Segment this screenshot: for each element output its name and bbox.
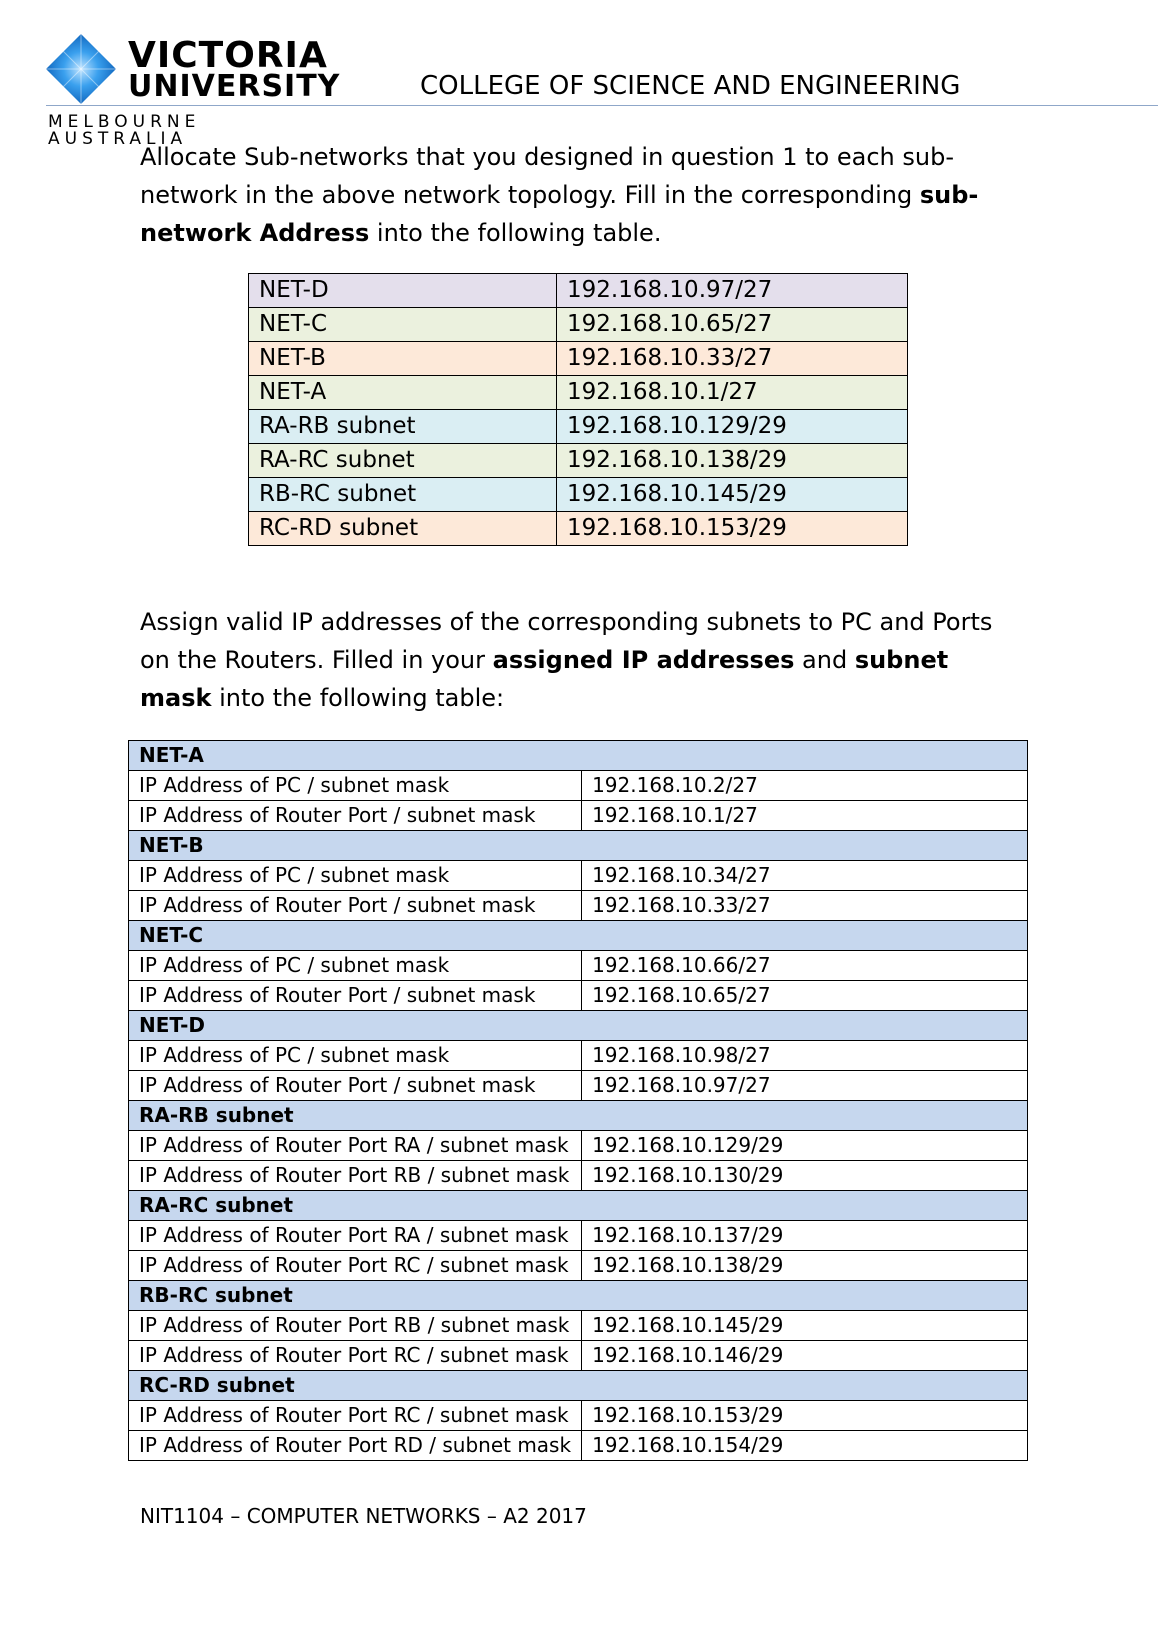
logo-victoria: VICTORIA (128, 35, 328, 76)
table-row (129, 1251, 1028, 1281)
table-row (129, 1221, 1028, 1251)
table-row (129, 861, 1028, 891)
subnet-name: NET-C (249, 308, 557, 342)
subnet-name: RC-RD subnet (249, 512, 557, 546)
subnet-row (249, 478, 908, 512)
subnet-address-table (248, 273, 908, 546)
header-divider (46, 105, 1158, 106)
subnet-row (249, 274, 908, 308)
row-label: IP Address of Router Port / subnet mask (129, 1071, 582, 1101)
section-title: RA-RB subnet (129, 1101, 1028, 1131)
row-label: IP Address of PC / subnet mask (129, 951, 582, 981)
row-label: IP Address of PC / subnet mask (129, 771, 582, 801)
subnet-address: 192.168.10.138/29 (557, 444, 908, 478)
table-row (129, 1041, 1028, 1071)
row-value: 192.168.10.129/29 (582, 1131, 1028, 1161)
section-header-row (129, 1371, 1028, 1401)
section-title: NET-A (129, 741, 1028, 771)
logo-melbourne: MELBOURNE AUSTRALIA (48, 112, 201, 149)
row-value: 192.168.10.130/29 (582, 1161, 1028, 1191)
intro-paragraph-2: Assign valid IP addresses of the corresponding subnets to PC and Ports on the Routers. Filled in your assigned IP addresses and subnet mask into the following table: (140, 608, 993, 712)
row-value: 192.168.10.138/29 (582, 1251, 1028, 1281)
row-label: IP Address of Router Port RA / subnet mask (129, 1131, 582, 1161)
subnet-address: 192.168.10.153/29 (557, 512, 908, 546)
intro-paragraph-1: Allocate Sub-networks that you designed in question 1 to each sub-network in the above network topology. Fill in the corresponding sub-network Address into the following table. (140, 143, 979, 247)
row-value: 192.168.10.137/29 (582, 1221, 1028, 1251)
table-row (129, 981, 1028, 1011)
college-title: COLLEGE OF SCIENCE AND ENGINEERING (420, 71, 961, 101)
section-header-row (129, 1191, 1028, 1221)
row-value: 192.168.10.2/27 (582, 771, 1028, 801)
table-row (129, 1131, 1028, 1161)
table-row (129, 801, 1028, 831)
row-value: 192.168.10.146/29 (582, 1341, 1028, 1371)
subnet-name: RB-RC subnet (249, 478, 557, 512)
row-label: IP Address of PC / subnet mask (129, 1041, 582, 1071)
row-label: IP Address of PC / subnet mask (129, 861, 582, 891)
row-label: IP Address of Router Port RC / subnet mask (129, 1251, 582, 1281)
section-title: NET-D (129, 1011, 1028, 1041)
subnet-address: 192.168.10.1/27 (557, 376, 908, 410)
section-title: RA-RC subnet (129, 1191, 1028, 1221)
row-value: 192.168.10.153/29 (582, 1401, 1028, 1431)
subnet-name: NET-B (249, 342, 557, 376)
section-header-row (129, 921, 1028, 951)
subnet-name: RA-RC subnet (249, 444, 557, 478)
ip-assignment-table (128, 740, 1028, 1461)
section-header-row (129, 1101, 1028, 1131)
row-label: IP Address of Router Port RC / subnet mask (129, 1341, 582, 1371)
subnet-row (249, 444, 908, 478)
table-row (129, 951, 1028, 981)
section-header-row (129, 831, 1028, 861)
subnet-row (249, 376, 908, 410)
row-label: IP Address of Router Port RC / subnet mask (129, 1401, 582, 1431)
section-header-row (129, 1281, 1028, 1311)
row-value: 192.168.10.97/27 (582, 1071, 1028, 1101)
subnet-row (249, 342, 908, 376)
row-value: 192.168.10.1/27 (582, 801, 1028, 831)
subnet-name: NET-A (249, 376, 557, 410)
subnet-address: 192.168.10.33/27 (557, 342, 908, 376)
table-row (129, 771, 1028, 801)
section-header-row (129, 1011, 1028, 1041)
row-value: 192.168.10.98/27 (582, 1041, 1028, 1071)
section-title: NET-C (129, 921, 1028, 951)
subnet-address: 192.168.10.65/27 (557, 308, 908, 342)
table-row (129, 1401, 1028, 1431)
section-title: NET-B (129, 831, 1028, 861)
section-title: RC-RD subnet (129, 1371, 1028, 1401)
table-row (129, 1161, 1028, 1191)
table-row (129, 1431, 1028, 1461)
logo-diamond-icon (46, 34, 116, 104)
row-label: IP Address of Router Port / subnet mask (129, 981, 582, 1011)
logo-university: UNIVERSITY (128, 69, 341, 104)
table-row (129, 1071, 1028, 1101)
subnet-row (249, 410, 908, 444)
row-label: IP Address of Router Port / subnet mask (129, 891, 582, 921)
section-title: RB-RC subnet (129, 1281, 1028, 1311)
table-row (129, 891, 1028, 921)
row-label: IP Address of Router Port / subnet mask (129, 801, 582, 831)
row-value: 192.168.10.34/27 (582, 861, 1028, 891)
table-row (129, 1311, 1028, 1341)
subnet-name: RA-RB subnet (249, 410, 557, 444)
subnet-address: 192.168.10.145/29 (557, 478, 908, 512)
row-label: IP Address of Router Port RB / subnet mask (129, 1161, 582, 1191)
row-value: 192.168.10.33/27 (582, 891, 1028, 921)
row-label: IP Address of Router Port RB / subnet mask (129, 1311, 582, 1341)
row-label: IP Address of Router Port RA / subnet mask (129, 1221, 582, 1251)
page-footer: NIT1104 – COMPUTER NETWORKS – A2 2017 (140, 1504, 587, 1528)
university-logo (46, 34, 341, 149)
section-header-row (129, 741, 1028, 771)
subnet-row (249, 512, 908, 546)
row-label: IP Address of Router Port RD / subnet mask (129, 1431, 582, 1461)
row-value: 192.168.10.145/29 (582, 1311, 1028, 1341)
subnet-name: NET-D (249, 274, 557, 308)
row-value: 192.168.10.154/29 (582, 1431, 1028, 1461)
subnet-address: 192.168.10.129/29 (557, 410, 908, 444)
subnet-row (249, 308, 908, 342)
subnet-address: 192.168.10.97/27 (557, 274, 908, 308)
row-value: 192.168.10.65/27 (582, 981, 1028, 1011)
table-row (129, 1341, 1028, 1371)
row-value: 192.168.10.66/27 (582, 951, 1028, 981)
